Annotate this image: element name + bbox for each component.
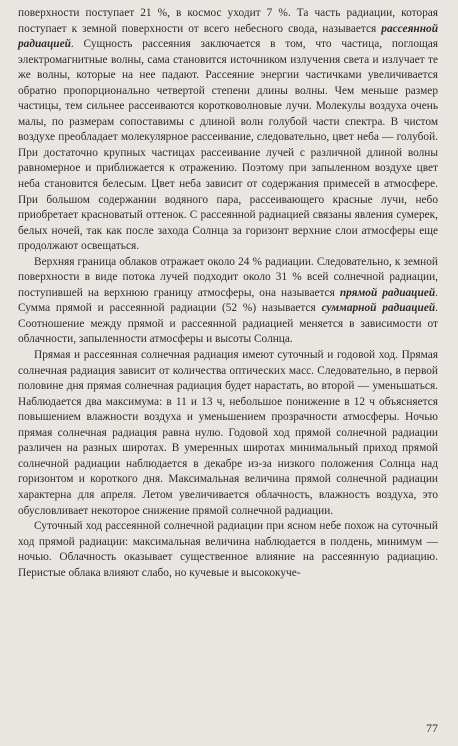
paragraph	[18, 348, 438, 519]
term-emphasis: прямой радиацией	[339, 286, 436, 299]
body-text	[18, 6, 438, 581]
text-run: . Соотношение между прямой и рассеянной радиацией меняется в зависимости от облачности, запыленности атмосферы и высоты Солнца.	[18, 302, 439, 346]
term-emphasis: суммарной радиацией	[321, 302, 436, 315]
paragraph	[18, 519, 438, 581]
paragraph	[18, 6, 438, 255]
page-number: 77	[426, 721, 438, 735]
text-run: поверхности поступает 21 %, в космос уходит 7 %. Та часть радиации, которая поступает к земной поверхности от всего небесного свода, называется	[18, 7, 438, 35]
paragraph	[18, 255, 438, 348]
text-run: Суточный ход рассеянной солнечной радиации при ясном небе похож на суточный ход прямой радиации: максимальная величина наблюдается в полдень, минимум — ночью. Облачность оказывает существенное влияние на рассеянную радиацию. Перистые облака влияют слабо, но кучевые и высококуче-	[18, 520, 438, 579]
text-run: Верхняя граница облаков отражает около 24 % радиации. Следовательно, к земной поверхности в виде потока лучей подходит около 31 % всей солнечной радиации, поступившей на верхнюю границу атмосферы, она называется	[18, 255, 438, 299]
text-run: . Сумма прямой и рассеянной радиации (52 %) называется	[18, 286, 438, 315]
text-run: . Сущность рассеяния заключается в том, что частица, поглощая электромагнитные волны, сама становится источником излучения света и излучает те же волны, которые на нее падают. Рассеяние энергии частичками увеличивается обратно пропорционально четвертой степени длины волны. Чем меньше размер частицы, тем сильнее рассеиваются коротковолновые лучи. Молекулы воздуха очень малы, по размерам сопоставимы с длиной волн голубой части спектра. В чистом воздухе преобладает молекулярное рассеивание, следовательно, цвет неба — голубой. При достаточно крупных частицах рассеивание лучей с различной длиной волны равномерное и приближается к отражению. Поэтому при запыленном воздухе цвет неба становится белесым. Цвет неба зависит от содержания примесей в атмосфере. При большом содержании водяного пара, рассеивающего красные лучи, небо приобретает красноватый оттенок. С рассеянной радиацией связаны явления сумерек, белых ночей, так как после захода Солнца за горизонт верхние слои атмосферы еще продолжают освещаться.	[18, 38, 438, 253]
text-run: Прямая и рассеянная солнечная радиация имеют суточный и годовой ход. Прямая солнечная радиация зависит от количества оптических масс. Следовательно, в первой половине дня прямая солнечная радиация будет нарастать, во второй — уменьшаться. Наблюдается два максимума: в 11 и 13 ч, небольшое понижение в 12 ч объясняется повышением влажности воздуха и уменьшением прозрачности атмосферы. Ночью прямая солнечная радиация равна нулю. Годовой ход прямой солнечной радиации различен на разных широтах. В умеренных широтах минимальный приход прямой солнечной радиации наблюдается в декабре из-за низкого положения Солнца над горизонтом и короткого дня. Максимальная величина прямой солнечной радиации характерна для апреля. Летом увеличивается облачность, влажность воздуха, это обусловливает некоторое снижение прямой солнечной радиации.	[18, 349, 438, 517]
term-emphasis: рассеянной радиацией	[18, 22, 438, 51]
